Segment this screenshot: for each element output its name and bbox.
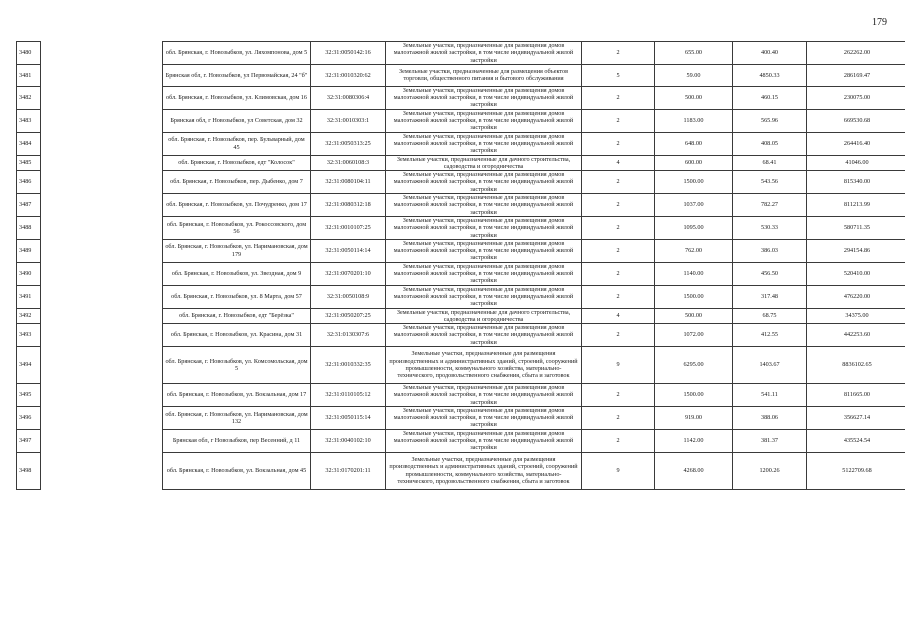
spacer-cell: [41, 324, 163, 347]
area-cell: 1500.00: [655, 285, 733, 308]
address-cell: обл. Брянская, г. Новозыбков, ул. Климовская, дом 16: [163, 86, 311, 109]
area-cell: 1500.00: [655, 383, 733, 406]
land-use-cell: Земельные участки, предназначенные для размещения домов малоэтажной жилой застройки, в том числе индивидуальной жилой застройки: [386, 324, 582, 347]
unit-value-cell: 782.27: [733, 194, 807, 217]
area-cell: 919.00: [655, 406, 733, 429]
area-cell: 648.00: [655, 132, 733, 155]
table-row: [17, 42, 905, 65]
row-number: 3480: [17, 42, 41, 65]
cadastral-value-cell: 262262.00: [807, 42, 905, 65]
cadastral-value-cell: 230075.00: [807, 86, 905, 109]
group-cell: 9: [582, 452, 655, 489]
address-cell: Брянская обл, г Новозыбков, пер Весенний, д 11: [163, 429, 311, 452]
spacer-cell: [41, 406, 163, 429]
cadastral-value-cell: 8836102.65: [807, 346, 905, 383]
area-cell: 4268.00: [655, 452, 733, 489]
address-cell: обл. Брянская, г. Новозыбков, пер. Дыбенко, дом 7: [163, 171, 311, 194]
area-cell: 6295.00: [655, 346, 733, 383]
land-use-cell: Земельные участки, предназначенные для размещения домов малоэтажной жилой застройки, в том числе индивидуальной жилой застройки: [386, 86, 582, 109]
spacer-cell: [41, 109, 163, 132]
cadastral-number-cell: 32:31:0050114:14: [311, 239, 386, 262]
land-use-cell: Земельные участки, предназначенные для размещения домов малоэтажной жилой застройки, в том числе индивидуальной жилой застройки: [386, 132, 582, 155]
row-number: 3483: [17, 109, 41, 132]
row-number: 3493: [17, 324, 41, 347]
group-cell: 2: [582, 86, 655, 109]
table-row: [17, 64, 905, 86]
spacer-cell: [41, 42, 163, 65]
cadastral-number-cell: 32:31:0070201:10: [311, 262, 386, 285]
unit-value-cell: 381.37: [733, 429, 807, 452]
row-number: 3492: [17, 308, 41, 324]
table-row: [17, 262, 905, 285]
row-number: 3496: [17, 406, 41, 429]
row-number: 3485: [17, 155, 41, 171]
land-use-cell: Земельные участки, предназначенные для размещения объектов торговли, общественного питания и бытового обслуживания: [386, 64, 582, 86]
cadastral-number-cell: 32:31:0130307:6: [311, 324, 386, 347]
unit-value-cell: 400.40: [733, 42, 807, 65]
cadastral-value-cell: 442253.60: [807, 324, 905, 347]
spacer-cell: [41, 216, 163, 239]
spacer-cell: [41, 285, 163, 308]
area-cell: 1142.00: [655, 429, 733, 452]
unit-value-cell: 460.15: [733, 86, 807, 109]
unit-value-cell: 1403.67: [733, 346, 807, 383]
group-cell: 2: [582, 285, 655, 308]
address-cell: обл. Брянская, г. Новозыбков, ул. Наримановская, дом 132: [163, 406, 311, 429]
group-cell: 2: [582, 109, 655, 132]
unit-value-cell: 317.48: [733, 285, 807, 308]
group-cell: 2: [582, 171, 655, 194]
address-cell: Брянская обл, г Новозыбков, ул Советская, дом 32: [163, 109, 311, 132]
spacer-cell: [41, 262, 163, 285]
group-cell: 2: [582, 262, 655, 285]
group-cell: 2: [582, 239, 655, 262]
cadastral-value-cell: 815340.00: [807, 171, 905, 194]
table-row: [17, 452, 905, 489]
spacer-cell: [41, 155, 163, 171]
spacer-cell: [41, 64, 163, 86]
table-row: [17, 216, 905, 239]
table-row: [17, 194, 905, 217]
area-cell: 1095.00: [655, 216, 733, 239]
area-cell: 1500.00: [655, 171, 733, 194]
row-number: 3491: [17, 285, 41, 308]
row-number: 3495: [17, 383, 41, 406]
address-cell: обл. Брянская, г. Новозыбков, ул. 8 Марта, дом 57: [163, 285, 311, 308]
land-use-cell: Земельные участки, предназначенные для размещения домов малоэтажной жилой застройки, в том числе индивидуальной жилой застройки: [386, 383, 582, 406]
cadastral-number-cell: 32:31:0010303:1: [311, 109, 386, 132]
spacer-cell: [41, 383, 163, 406]
land-use-cell: Земельные участки, предназначенные для размещения домов малоэтажной жилой застройки, в том числе индивидуальной жилой застройки: [386, 42, 582, 65]
cadastral-number-cell: 32:31:0080104:11: [311, 171, 386, 194]
address-cell: обл. Брянская, г. Новозыбков, ул. Ляхомпонова, дом 5: [163, 42, 311, 65]
cadastral-number-cell: 32:31:0110105:12: [311, 383, 386, 406]
cadastral-value-cell: 356627.14: [807, 406, 905, 429]
land-use-cell: Земельные участки, предназначенные для размещения домов малоэтажной жилой застройки, в том числе индивидуальной жилой застройки: [386, 171, 582, 194]
cadastral-number-cell: 32:31:0010332:35: [311, 346, 386, 383]
row-number: 3487: [17, 194, 41, 217]
unit-value-cell: 543.56: [733, 171, 807, 194]
land-use-cell: Земельные участки, предназначенные для размещения домов малоэтажной жилой застройки, в том числе индивидуальной жилой застройки: [386, 406, 582, 429]
cadastral-number-cell: 32:31:0170201:11: [311, 452, 386, 489]
cadastral-number-cell: 32:31:0010320:62: [311, 64, 386, 86]
address-cell: обл. Брянская, г. Новозыбков, ул. Вокзальная, дом 45: [163, 452, 311, 489]
table-row: [17, 171, 905, 194]
unit-value-cell: 408.05: [733, 132, 807, 155]
cadastral-value-cell: 476220.00: [807, 285, 905, 308]
cadastral-number-cell: 32:31:0050115:14: [311, 406, 386, 429]
area-cell: 500.00: [655, 308, 733, 324]
land-use-cell: Земельные участки, предназначенные для размещения производственных и административных зданий, строений, сооружений промышленности, коммунального хозяйства, материально-технического, продовольственного снабжения, сбыта и заготовок: [386, 452, 582, 489]
spacer-cell: [41, 308, 163, 324]
cadastral-number-cell: 32:31:0080312:18: [311, 194, 386, 217]
table-row: [17, 383, 905, 406]
group-cell: 5: [582, 64, 655, 86]
cadastral-number-cell: 32:31:0010107:25: [311, 216, 386, 239]
table-row: [17, 324, 905, 347]
unit-value-cell: 388.06: [733, 406, 807, 429]
table-row: [17, 155, 905, 171]
cadastral-value-cell: 811665.00: [807, 383, 905, 406]
spacer-cell: [41, 86, 163, 109]
address-cell: обл. Брянская, г. Новозыбков, пер. Бульварный, дом 45: [163, 132, 311, 155]
area-cell: 500.00: [655, 86, 733, 109]
cadastral-value-cell: 264416.40: [807, 132, 905, 155]
cadastral-number-cell: 32:31:0060108:3: [311, 155, 386, 171]
cadastral-value-cell: 34375.00: [807, 308, 905, 324]
unit-value-cell: 68.41: [733, 155, 807, 171]
row-number: 3488: [17, 216, 41, 239]
cadastral-number-cell: 32:31:0050207:25: [311, 308, 386, 324]
row-number: 3481: [17, 64, 41, 86]
spacer-cell: [41, 429, 163, 452]
address-cell: обл. Брянская, г. Новозыбков, ул. Красина, дом 31: [163, 324, 311, 347]
spacer-cell: [41, 171, 163, 194]
spacer-cell: [41, 132, 163, 155]
land-use-cell: Земельные участки, предназначенные для дачного строительства, садоводства и огородничества: [386, 308, 582, 324]
group-cell: 9: [582, 346, 655, 383]
cadastral-value-cell: 294154.86: [807, 239, 905, 262]
group-cell: 2: [582, 406, 655, 429]
area-cell: 1140.00: [655, 262, 733, 285]
group-cell: 4: [582, 155, 655, 171]
area-cell: 1037.00: [655, 194, 733, 217]
unit-value-cell: 530.33: [733, 216, 807, 239]
unit-value-cell: 4850.33: [733, 64, 807, 86]
cadastral-value-cell: 5122709.68: [807, 452, 905, 489]
row-number: 3490: [17, 262, 41, 285]
address-cell: обл. Брянская, г. Новозыбков, ул. Почудренко, дом 17: [163, 194, 311, 217]
unit-value-cell: 565.96: [733, 109, 807, 132]
table-row: [17, 406, 905, 429]
cadastral-value-cell: 435524.54: [807, 429, 905, 452]
table-row: [17, 308, 905, 324]
unit-value-cell: 456.50: [733, 262, 807, 285]
area-cell: 655.00: [655, 42, 733, 65]
area-cell: 1183.00: [655, 109, 733, 132]
group-cell: 2: [582, 383, 655, 406]
address-cell: обл. Брянская, г. Новозыбков, ул. Наримановская, дом 179: [163, 239, 311, 262]
group-cell: 2: [582, 324, 655, 347]
address-cell: обл. Брянская, г. Новозыбков, ул. Рокоссовского, дом 56: [163, 216, 311, 239]
row-number: 3497: [17, 429, 41, 452]
address-cell: обл. Брянская, г. Новозыбков, ул. Звездная, дом 9: [163, 262, 311, 285]
page-number: 179: [872, 17, 887, 28]
land-use-cell: Земельные участки, предназначенные для дачного строительства, садоводства и огородничества: [386, 155, 582, 171]
group-cell: 2: [582, 194, 655, 217]
area-cell: 59.00: [655, 64, 733, 86]
address-cell: Брянская обл, г. Новозыбков, ул Первомайская, 24 "б": [163, 64, 311, 86]
cadastral-value-cell: 520410.00: [807, 262, 905, 285]
unit-value-cell: 412.55: [733, 324, 807, 347]
unit-value-cell: 1200.26: [733, 452, 807, 489]
unit-value-cell: 541.11: [733, 383, 807, 406]
unit-value-cell: 386.03: [733, 239, 807, 262]
land-use-cell: Земельные участки, предназначенные для размещения домов малоэтажной жилой застройки, в том числе индивидуальной жилой застройки: [386, 262, 582, 285]
row-number: 3489: [17, 239, 41, 262]
group-cell: 2: [582, 429, 655, 452]
group-cell: 2: [582, 42, 655, 65]
cadastral-value-cell: 580711.35: [807, 216, 905, 239]
cadastral-number-cell: 32:31:0040102:10: [311, 429, 386, 452]
row-number: 3482: [17, 86, 41, 109]
area-cell: 600.00: [655, 155, 733, 171]
land-use-cell: Земельные участки, предназначенные для размещения домов малоэтажной жилой застройки, в том числе индивидуальной жилой застройки: [386, 194, 582, 217]
row-number: 3494: [17, 346, 41, 383]
table-row: [17, 346, 905, 383]
table-row: [17, 429, 905, 452]
table-row: [17, 86, 905, 109]
cadastral-number-cell: 32:31:0050108:9: [311, 285, 386, 308]
land-use-cell: Земельные участки, предназначенные для размещения домов малоэтажной жилой застройки, в том числе индивидуальной жилой застройки: [386, 285, 582, 308]
cadastral-number-cell: 32:31:0080306:4: [311, 86, 386, 109]
cadastral-value-table: [16, 41, 905, 490]
land-use-cell: Земельные участки, предназначенные для размещения домов малоэтажной жилой застройки, в том числе индивидуальной жилой застройки: [386, 109, 582, 132]
table-row: [17, 285, 905, 308]
table-row: [17, 132, 905, 155]
group-cell: 2: [582, 132, 655, 155]
land-use-cell: Земельные участки, предназначенные для размещения домов малоэтажной жилой застройки, в том числе индивидуальной жилой застройки: [386, 239, 582, 262]
area-cell: 1072.00: [655, 324, 733, 347]
table-row: [17, 239, 905, 262]
cadastral-number-cell: 32:31:0050313:25: [311, 132, 386, 155]
row-number: 3498: [17, 452, 41, 489]
land-use-cell: Земельные участки, предназначенные для размещения домов малоэтажной жилой застройки, в том числе индивидуальной жилой застройки: [386, 429, 582, 452]
cadastral-value-cell: 41046.00: [807, 155, 905, 171]
spacer-cell: [41, 239, 163, 262]
unit-value-cell: 68.75: [733, 308, 807, 324]
address-cell: обл. Брянская, г. Новозыбков, ул. Вокзальная, дом 17: [163, 383, 311, 406]
row-number: 3486: [17, 171, 41, 194]
cadastral-value-cell: 811213.99: [807, 194, 905, 217]
cadastral-value-cell: 669530.68: [807, 109, 905, 132]
land-use-cell: Земельные участки, предназначенные для размещения производственных и административных зданий, строений, сооружений промышленности, коммунального хозяйства, материально-технического, продовольственного снабжения, сбыта и заготовок: [386, 346, 582, 383]
land-use-cell: Земельные участки, предназначенные для размещения домов малоэтажной жилой застройки, в том числе индивидуальной жилой застройки: [386, 216, 582, 239]
spacer-cell: [41, 452, 163, 489]
area-cell: 762.00: [655, 239, 733, 262]
spacer-cell: [41, 346, 163, 383]
group-cell: 4: [582, 308, 655, 324]
address-cell: обл. Брянская, г. Новозыбков, ул. Комсомольская, дом 5: [163, 346, 311, 383]
row-number: 3484: [17, 132, 41, 155]
spacer-cell: [41, 194, 163, 217]
address-cell: обл. Брянская, г. Новозыбков, едт "Колосок": [163, 155, 311, 171]
address-cell: обл. Брянская, г. Новозыбков, едт "Берёзка": [163, 308, 311, 324]
group-cell: 2: [582, 216, 655, 239]
cadastral-number-cell: 32:31:0050142:16: [311, 42, 386, 65]
cadastral-value-cell: 286169.47: [807, 64, 905, 86]
table-row: [17, 109, 905, 132]
